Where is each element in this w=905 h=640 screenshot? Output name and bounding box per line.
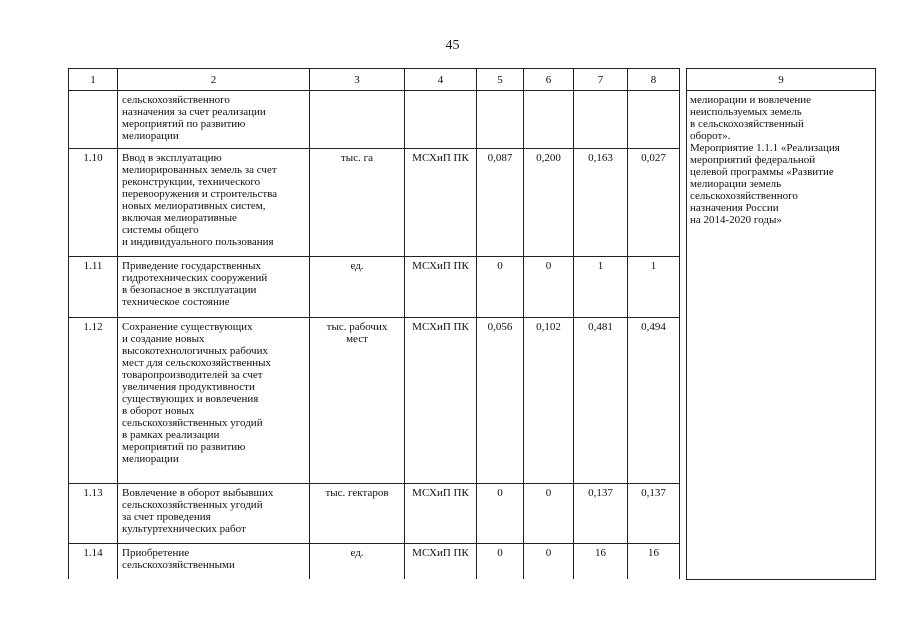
row-value-8: 0,137 — [628, 484, 680, 544]
row-unit: ед. — [310, 544, 405, 580]
row-value-6: 0 — [524, 544, 574, 580]
row-unit: тыс. га — [310, 149, 405, 257]
header-row — [69, 69, 876, 91]
row-description: Сохранение существующих и создание новых высокотехнологичных рабочих мест для сельскохозяйственных товаропроизводителей за счет увеличения продуктивности существующих и вовлечения в оборот новых сельскохозяйственных угодий в рамках реализации мероприятий по развитию мелиорации — [118, 318, 310, 484]
row-organization: МСХиП ПК — [405, 484, 477, 544]
row-value-8: 1 — [628, 257, 680, 318]
data-table — [68, 68, 876, 580]
column-gap — [680, 69, 687, 91]
column-header: 1 — [69, 69, 118, 91]
table-row — [69, 91, 876, 149]
row-value-8: 0,027 — [628, 149, 680, 257]
row-unit: тыс. гектаров — [310, 484, 405, 544]
row-value-6: 0 — [524, 484, 574, 544]
row-organization: МСХиП ПК — [405, 544, 477, 580]
row-value-5 — [477, 91, 524, 149]
row-unit: ед. — [310, 257, 405, 318]
row-value-5: 0 — [477, 544, 524, 580]
row-value-8: 16 — [628, 544, 680, 580]
row-value-7: 16 — [574, 544, 628, 580]
row-value-8: 0,494 — [628, 318, 680, 484]
row-value-7: 0,163 — [574, 149, 628, 257]
column-gap — [680, 257, 687, 318]
row-number: 1.13 — [69, 484, 118, 544]
row-number — [69, 91, 118, 149]
row-description: Ввод в эксплуатацию мелиорированных земель за счет реконструкции, технического перевооружения и строительства новых мелиоративных систем, включая мелиоративные системы общего и индивидуального пользования — [118, 149, 310, 257]
column-gap — [680, 91, 687, 149]
column-header: 5 — [477, 69, 524, 91]
row-value-7 — [574, 91, 628, 149]
row-value-5: 0 — [477, 257, 524, 318]
row-organization: МСХиП ПК — [405, 318, 477, 484]
row-value-8 — [628, 91, 680, 149]
row-number: 1.14 — [69, 544, 118, 580]
row-value-7: 1 — [574, 257, 628, 318]
column-header: 7 — [574, 69, 628, 91]
row-value-7: 0,137 — [574, 484, 628, 544]
row-number: 1.12 — [69, 318, 118, 484]
column-header: 3 — [310, 69, 405, 91]
column-gap — [680, 544, 687, 580]
row-value-6: 0,102 — [524, 318, 574, 484]
row-value-6 — [524, 91, 574, 149]
row-value-5: 0,087 — [477, 149, 524, 257]
column-header: 4 — [405, 69, 477, 91]
row-number: 1.10 — [69, 149, 118, 257]
page-number: 45 — [445, 38, 460, 53]
column-header: 6 — [524, 69, 574, 91]
row-description: сельскохозяйственного назначения за счет реализации мероприятий по развитию мелиорации — [118, 91, 310, 149]
row-value-5: 0,056 — [477, 318, 524, 484]
column-gap — [680, 484, 687, 544]
row-value-6: 0,200 — [524, 149, 574, 257]
row-value-6: 0 — [524, 257, 574, 318]
column-9-description: мелиорации и вовлечение неиспользуемых земель в сельскохозяйственный оборот». Мероприятие 1.1.1 «Реализация мероприятий федеральной целевой программы «Развитие мелиорации земель сельскохозяйственного назначения России на 2014-2020 годы» — [687, 91, 876, 580]
row-description: Вовлечение в оборот выбывших сельскохозяйственных угодий за счет проведения культуртехнических работ — [118, 484, 310, 544]
row-unit: тыс. рабочих мест — [310, 318, 405, 484]
row-number: 1.11 — [69, 257, 118, 318]
row-description: Приобретение сельскохозяйственными — [118, 544, 310, 580]
column-header: 8 — [628, 69, 680, 91]
row-organization: МСХиП ПК — [405, 149, 477, 257]
row-organization — [405, 91, 477, 149]
column-gap — [680, 318, 687, 484]
row-organization: МСХиП ПК — [405, 257, 477, 318]
column-gap — [680, 149, 687, 257]
column-header: 2 — [118, 69, 310, 91]
row-value-7: 0,481 — [574, 318, 628, 484]
column-header: 9 — [687, 69, 876, 91]
row-unit — [310, 91, 405, 149]
row-value-5: 0 — [477, 484, 524, 544]
row-description: Приведение государственных гидротехнических сооружений в безопасное в эксплуатации техническое состояние — [118, 257, 310, 318]
